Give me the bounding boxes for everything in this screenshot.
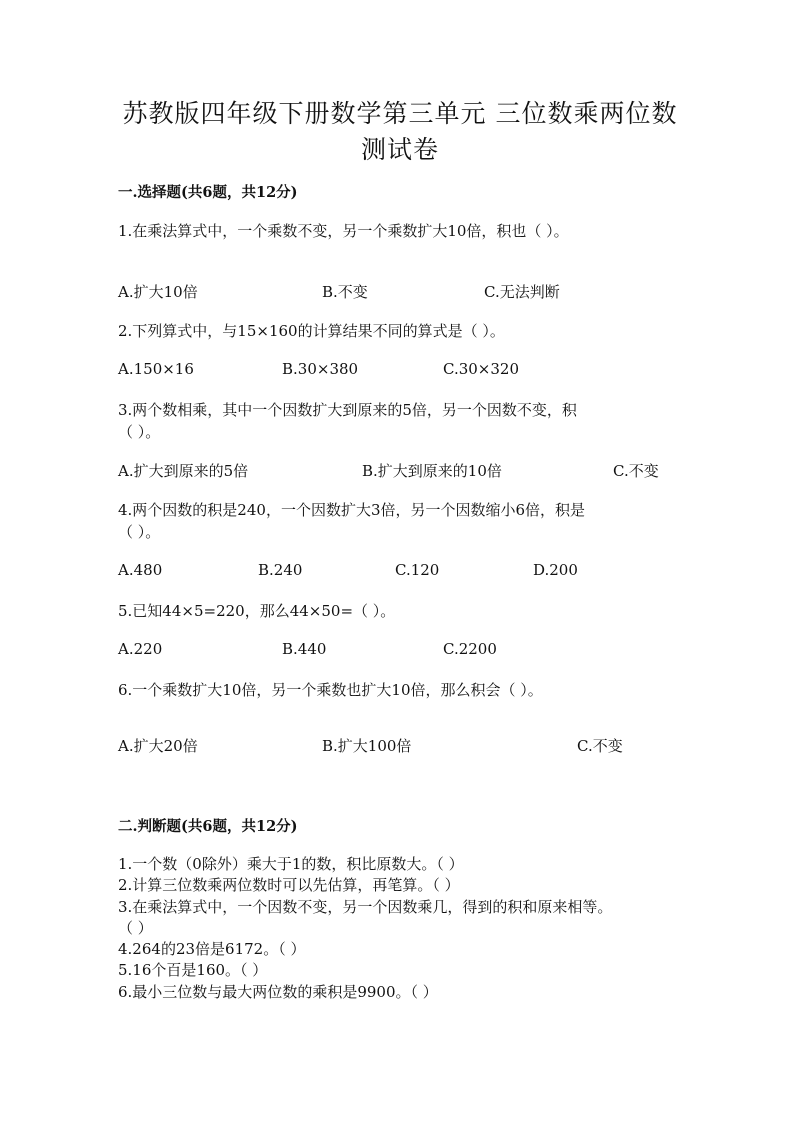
question-3-option-b[interactable]: B.扩大到原来的10倍 (362, 462, 502, 480)
judgement-item-3-continued: （ ） (118, 919, 153, 937)
question-2-option-a[interactable]: A.150×16 (118, 360, 194, 378)
question-4: 4.两个因数的积是240，一个因数扩大3倍，另一个因数缩小6倍，积是 (118, 501, 586, 519)
question-6-option-a[interactable]: A.扩大20倍 (118, 737, 198, 755)
question-3: 3.两个数相乘，其中一个因数扩大到原来的5倍，另一个因数不变，积 (118, 401, 577, 419)
question-4-option-b[interactable]: B.240 (258, 561, 303, 579)
question-2: 2.下列算式中，与15×160的计算结果不同的算式是（ ）。 (118, 322, 505, 340)
question-5-option-b[interactable]: B.440 (282, 640, 327, 658)
question-4-option-c[interactable]: C.120 (395, 561, 440, 579)
question-1-option-c[interactable]: C.无法判断 (484, 283, 560, 301)
judgement-item-1: 1.一个数（0除外）乘大于1的数，积比原数大。（ ） (118, 855, 464, 873)
question-4-continued: （ ）。 (118, 523, 161, 541)
judgement-item-5: 5.16个百是160。（ ） (118, 961, 268, 979)
judgement-item-3: 3.在乘法算式中，一个因数不变，另一个因数乘几，得到的积和原来相等。 (118, 898, 613, 916)
question-6-option-c[interactable]: C.不变 (577, 737, 623, 755)
page-title: 苏教版四年级下册数学第三单元 三位数乘两位数 (122, 99, 678, 128)
question-2-option-b[interactable]: B.30×380 (282, 360, 359, 378)
question-4-option-d[interactable]: D.200 (533, 561, 578, 579)
question-3-option-a[interactable]: A.扩大到原来的5倍 (118, 462, 249, 480)
question-6: 6.一个乘数扩大10倍，另一个乘数也扩大10倍，那么积会（ ）。 (118, 681, 543, 699)
question-5-option-c[interactable]: C.2200 (443, 640, 497, 658)
judgement-item-6: 6.最小三位数与最大两位数的乘积是9900。（ ） (118, 983, 438, 1001)
question-4-option-a[interactable]: A.480 (118, 561, 163, 579)
question-3-continued: （ ）。 (118, 423, 161, 441)
question-1-option-b[interactable]: B.不变 (322, 283, 368, 301)
question-2-option-c[interactable]: C.30×320 (443, 360, 519, 378)
section-heading-choice: 一.选择题(共6题，共12分) (118, 184, 298, 201)
question-6-option-b[interactable]: B.扩大100倍 (322, 737, 412, 755)
judgement-item-2: 2.计算三位数乘两位数时可以先估算，再笔算。（ ） (118, 876, 460, 894)
judgement-item-4: 4.264的23倍是6172。（ ） (118, 940, 306, 958)
question-1: 1.在乘法算式中，一个乘数不变，另一个乘数扩大10倍，积也（ ）。 (118, 222, 569, 240)
question-5-option-a[interactable]: A.220 (118, 640, 163, 658)
section-heading-judgement: 二.判断题(共6题，共12分) (118, 818, 298, 835)
question-5: 5.已知44×5=220，那么44×50=（ ）。 (118, 602, 396, 620)
question-1-option-a[interactable]: A.扩大10倍 (118, 283, 198, 301)
question-3-option-c[interactable]: C.不变 (613, 462, 659, 480)
page-title-continued: 测试卷 (360, 135, 439, 164)
